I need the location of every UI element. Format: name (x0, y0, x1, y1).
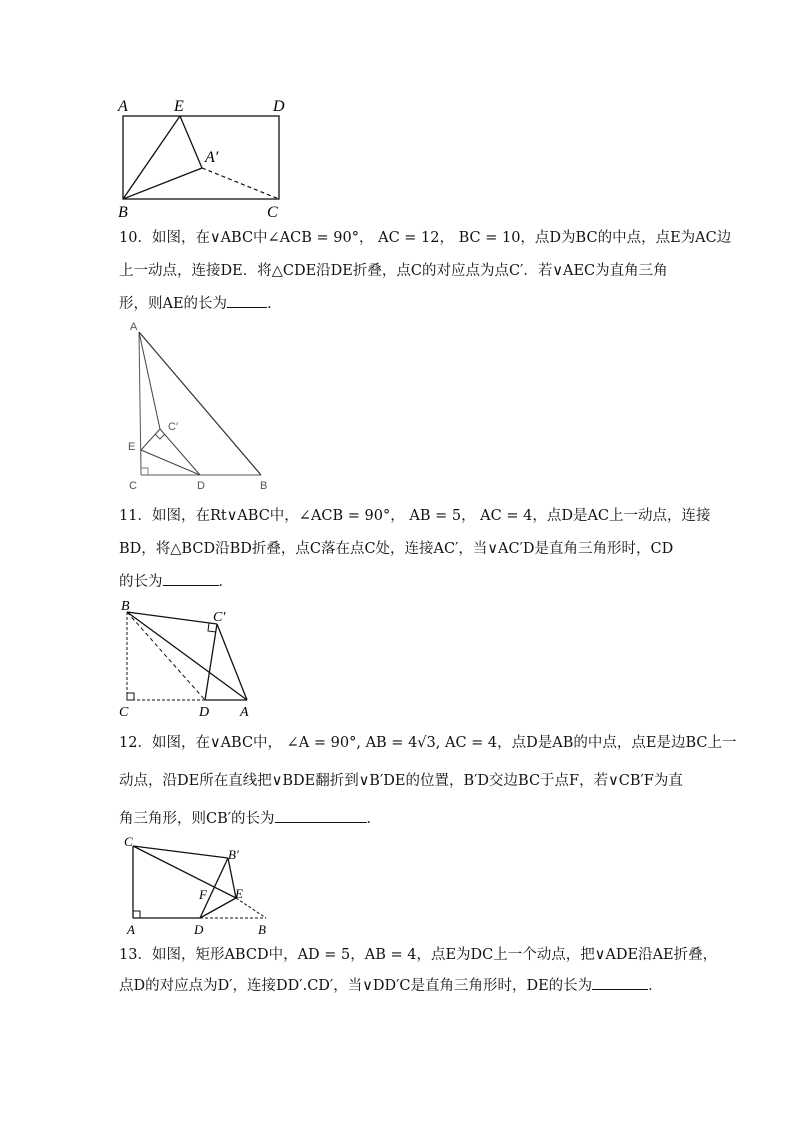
label-e: E (174, 98, 184, 115)
question-10-line-3-text: 形，则AE的长为 (119, 296, 228, 312)
label-b: B (260, 480, 268, 492)
question-11-line-2: BD，将△BCD沿BD折叠，点C落在点C处，连接AC′，当∨AC′D是直角三角形时，CD (119, 541, 674, 557)
label-b: B (121, 599, 130, 614)
right-angle-mark-c (127, 693, 134, 700)
answer-blank-10[interactable] (227, 293, 267, 308)
segment-ed (141, 450, 200, 475)
segment-ac1 (139, 332, 160, 429)
label-c: C (267, 204, 278, 221)
segment-ec1 (141, 429, 160, 450)
question-11-end: ． (218, 574, 233, 590)
label-d: D (199, 705, 210, 720)
segment-ac (139, 332, 141, 475)
label-a: A (240, 705, 249, 720)
segment-c1d (160, 429, 200, 475)
label-b: B (258, 922, 266, 937)
segment-bd-dashed (127, 612, 205, 700)
figure-12 (118, 832, 278, 944)
segment-eb-dashed (236, 898, 266, 918)
segment-a1c-dashed (202, 168, 279, 199)
label-b: B (118, 204, 128, 221)
label-f: F (199, 887, 207, 902)
question-13-line-1: 13．如图，矩形ABCD中，AD = 5，AB = 4，点E为DC上一个动点，把∨ADE沿AE折叠， (119, 947, 718, 963)
segment-ab (139, 332, 261, 475)
label-c: C (119, 705, 129, 720)
label-c-prime: C′ (168, 421, 179, 433)
question-12-line-1: 12．如图，在∨ABC中， ∠A = 90°, AB = 4√3, AC = 4，点D是AB的中点，点E是边BC上一 (119, 735, 737, 751)
segment-ea1 (180, 116, 202, 168)
segment-be (123, 116, 180, 199)
question-11-line-1: 11．如图，在Rt∨ABC中，∠ACB = 90°， AB = 5， AC = 4，点D是AC上一动点，连接 (119, 508, 711, 524)
segment-cb1 (133, 846, 228, 858)
figure-11 (112, 594, 272, 726)
answer-blank-12[interactable] (275, 808, 367, 823)
question-13-line-2 (119, 971, 689, 1002)
label-d: D (273, 98, 285, 115)
question-10 (119, 222, 732, 321)
segment-ba1 (123, 168, 202, 199)
label-a: A (118, 98, 128, 115)
label-a: A (127, 922, 135, 937)
right-angle-mark-c (141, 468, 148, 475)
label-d: D (197, 480, 205, 492)
question-10-line-2: 上一动点，连接DE．将△CDE沿DE折叠，点C的对应点为点C′．若∨AEC为直角三角 (119, 263, 668, 279)
label-a: A (130, 321, 138, 333)
question-13-end: ． (648, 978, 663, 994)
question-12 (119, 724, 737, 838)
question-13 (119, 940, 718, 1002)
question-11-line-3-text: 的长为 (119, 574, 163, 590)
label-c-prime: C′ (213, 610, 226, 625)
question-11 (119, 500, 711, 599)
question-12-end: ． (366, 811, 382, 827)
question-13-line-2-text: 点D的对应点为D′，连接DD′.CD′，当∨DD′C是直角三角形时，DE的长为 (119, 978, 593, 994)
label-e: E (128, 441, 136, 453)
rectangle-abcd (123, 116, 279, 199)
question-12-line-2: 动点，沿DE所在直线把∨BDE翻折到∨B′DE的位置，B′D交边BC于点F，若∨CB′F为直 (119, 773, 683, 789)
question-10-end: ． (267, 296, 282, 312)
segment-c1d (205, 624, 217, 700)
label-c: C (129, 480, 137, 492)
right-angle-mark-a (133, 911, 140, 918)
label-c: C (124, 834, 133, 849)
question-12-line-3-text: 角三角形，则CB′的长为 (119, 811, 275, 827)
segment-ce (133, 846, 236, 898)
question-10-line-3 (119, 288, 689, 321)
figure-10 (120, 318, 280, 494)
answer-blank-11[interactable] (163, 571, 219, 586)
answer-blank-13[interactable] (592, 975, 648, 990)
right-angle-mark-c1 (155, 434, 165, 439)
label-b-prime: B′ (228, 847, 239, 862)
label-d: D (194, 922, 204, 937)
question-10-line-1: 10．如图，在∨ABC中∠ACB = 90°， AC = 12， BC = 10，点D为BC的中点，点E为AC边 (119, 230, 732, 246)
label-e: E (235, 886, 243, 901)
label-a-prime: A′ (205, 149, 219, 166)
figure-rectangle-fold (110, 92, 300, 224)
